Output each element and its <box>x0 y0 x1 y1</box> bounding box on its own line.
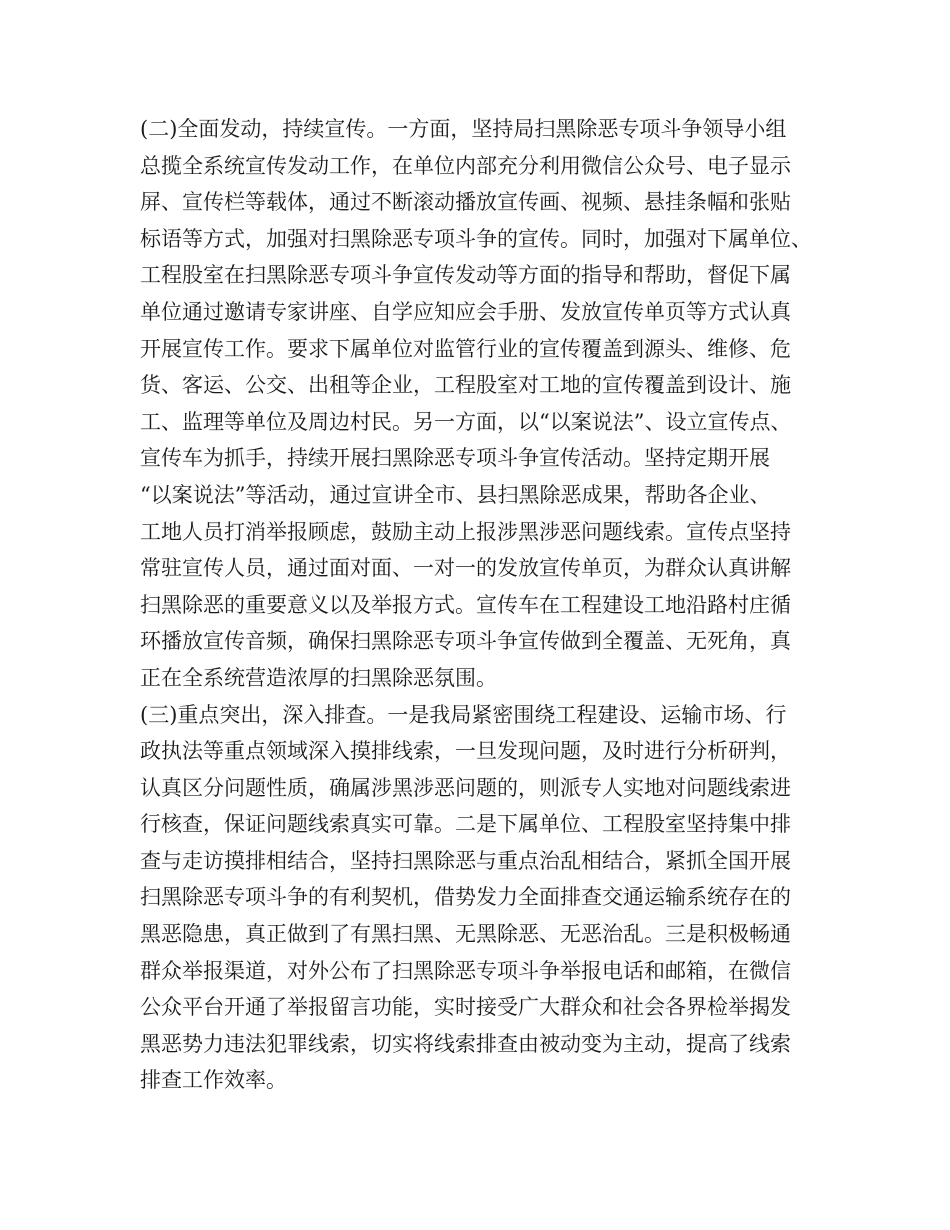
text-line: 黑恶势力违法犯罪线索，切实将线索排查由被动变为主动，提高了线索 <box>140 1031 791 1056</box>
text-line: (二)全面发动，持续宣传。一方面，坚持局扫黑除恶专项斗争领导小组 <box>140 117 787 141</box>
text-line: 单位通过邀请专家讲座、自学应知应会手册、发放宣传单页等方式认真 <box>140 299 791 324</box>
document-body <box>140 111 830 1099</box>
text-line: 工地人员打消举报顾虑，鼓励主动上报涉黑涉恶问题线索。宣传点坚持 <box>140 519 791 544</box>
text-line: 环播放宣传音频，确保扫黑除恶专项斗争宣传做到全覆盖、无死角，真 <box>140 629 791 654</box>
text-line: 宣传车为抓手，持续开展扫黑除恶专项斗争宣传活动。坚持定期开展 <box>140 446 770 471</box>
text-line: 公众平台开通了举报留言功能，实时接受广大群众和社会各界检举揭发 <box>140 995 791 1020</box>
text-line: 扫黑除恶的重要意义以及举报方式。宣传车在工程建设工地沿路村庄循 <box>140 592 791 617</box>
text-line: (三)重点突出，深入排查。一是我局紧密围绕工程建设、运输市场、行 <box>140 702 787 727</box>
text-line: 群众举报渠道，对外公布了扫黑除恶专项斗争举报电话和邮箱，在微信 <box>140 958 791 983</box>
text-line: 总揽全系统宣传发动工作，在单位内部充分利用微信公众号、电子显示 <box>140 153 791 178</box>
paragraph-section-3 <box>140 697 830 1100</box>
text-line: 常驻宣传人员，通过面对面、一对一的发放宣传单页，为群众认真讲解 <box>140 556 791 581</box>
text-line: 标语等方式，加强对扫黑除恶专项斗争的宣传。同时，加强对下属单位、 <box>140 226 812 251</box>
text-line: 查与走访摸排相结合，坚持扫黑除恶与重点治乱相结合，紧抓全国开展 <box>140 848 791 873</box>
text-line: “以案说法”等活动，通过宣讲全市、县扫黑除恶成果，帮助各企业、 <box>140 482 771 507</box>
text-line: 工程股室在扫黑除恶专项斗争宣传发动等方面的指导和帮助，督促下属 <box>140 263 791 288</box>
text-line: 黑恶隐患，真正做到了有黑扫黑、无黑除恶、无恶治乱。三是积极畅通 <box>140 922 791 947</box>
text-line: 屏、宣传栏等载体，通过不断滚动播放宣传画、视频、悬挂条幅和张贴 <box>140 190 791 215</box>
text-line: 货、客运、公交、出租等企业，工程股室对工地的宣传覆盖到设计、施 <box>140 373 791 398</box>
text-line: 行核查，保证问题线索真实可靠。二是下属单位、工程股室坚持集中排 <box>140 812 791 837</box>
text-line: 扫黑除恶专项斗争的有利契机，借势发力全面排查交通运输系统存在的 <box>140 885 791 910</box>
text-line: 开展宣传工作。要求下属单位对监管行业的宣传覆盖到源头、维修、危 <box>140 336 791 361</box>
text-line: 工、监理等单位及周边村民。另一方面，以“以案说法”、设立宣传点、 <box>140 409 792 434</box>
text-line: 正在全系统营造浓厚的扫黑除恶氛围。 <box>140 665 497 690</box>
text-line: 排查工作效率。 <box>140 1068 287 1093</box>
text-line: 政执法等重点领域深入摸排线索，一旦发现问题，及时进行分析研判， <box>140 739 791 764</box>
text-line: 认真区分问题性质，确属涉黑涉恶问题的，则派专人实地对问题线索进 <box>140 775 791 800</box>
paragraph-section-2 <box>140 111 830 697</box>
